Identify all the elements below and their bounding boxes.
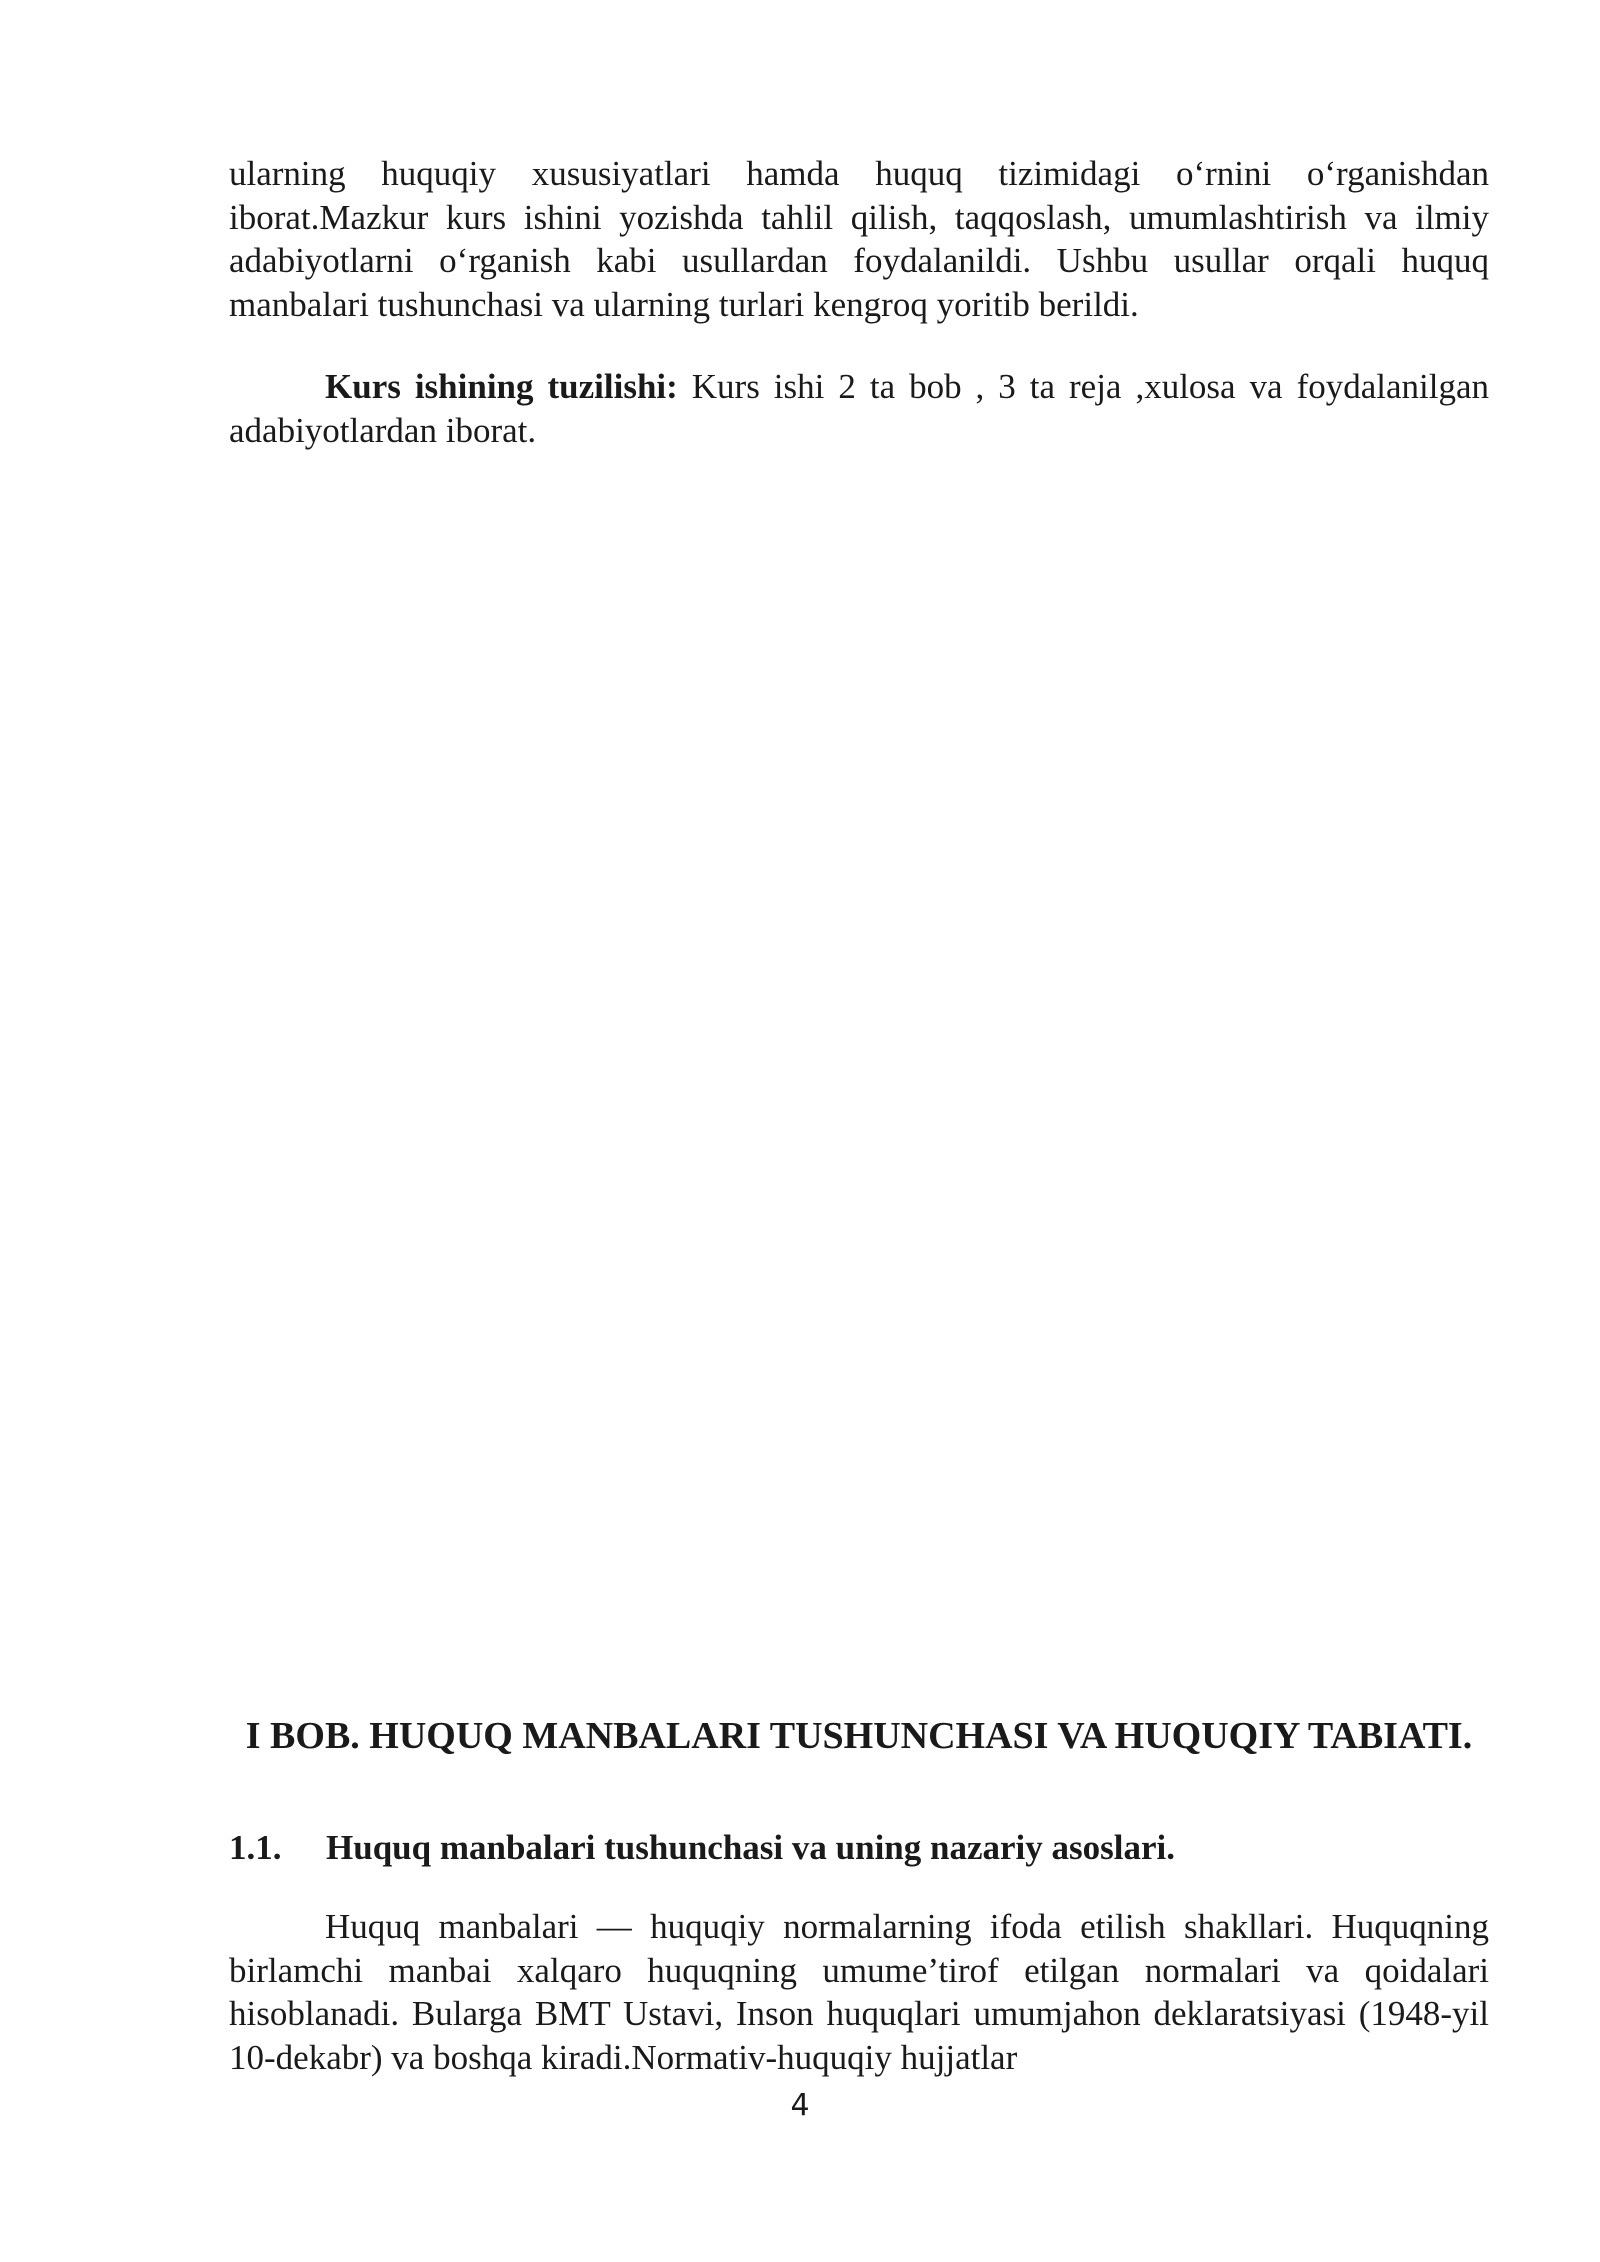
section-number: 1.1. — [229, 1828, 282, 1867]
page-number: 4 — [790, 2088, 810, 2123]
structure-lead-label: Kurs ishining tuzilishi: — [325, 367, 678, 406]
chapter-title: I BOB. HUQUQ MANBALARI TUSHUNCHASI VA HUQUQIY TABIATI. — [245, 1715, 1473, 1757]
body-paragraph-structure — [229, 365, 1489, 452]
body-paragraph-intro: Huquq manbalari — huquqiy normalarning ifoda etilish shakllari. Huquqning birlamchi manbai xalqaro huquqning umume’tirof etilgan normalari va qoidalari hisoblanadi. Bularga BMT Ustavi, Inson huquqlari umumjahon deklaratsiyasi (1948-yil 10-dekabr) va boshqa kiradi.Normativ-huquqiy hujjatlar — [229, 1907, 1489, 2077]
section-heading — [229, 1826, 1175, 1870]
section-title: Huquq manbalari tushunchasi va uning nazariy asoslari. — [326, 1828, 1175, 1867]
structure-body-text: Kurs ishi 2 ta bob , 3 ta reja ,xulosa va foydalanilgan adabiyotlardan iborat. — [229, 367, 1490, 450]
body-paragraph-methods: ularning huquqiy xususiyatlari hamda huquq tizimidagi o‘rnini o‘rganishdan iborat.Mazkur kurs ishini yozishda tahlil qilish, taqqoslash, umumlashtirish va ilmiy adabiyotlarni o‘rganish kabi usullardan foydalanildi. Ushbu usullar orqali huquq manbalari tushunchasi va ularning turlari kengroq yoritib berildi. — [229, 154, 1489, 324]
